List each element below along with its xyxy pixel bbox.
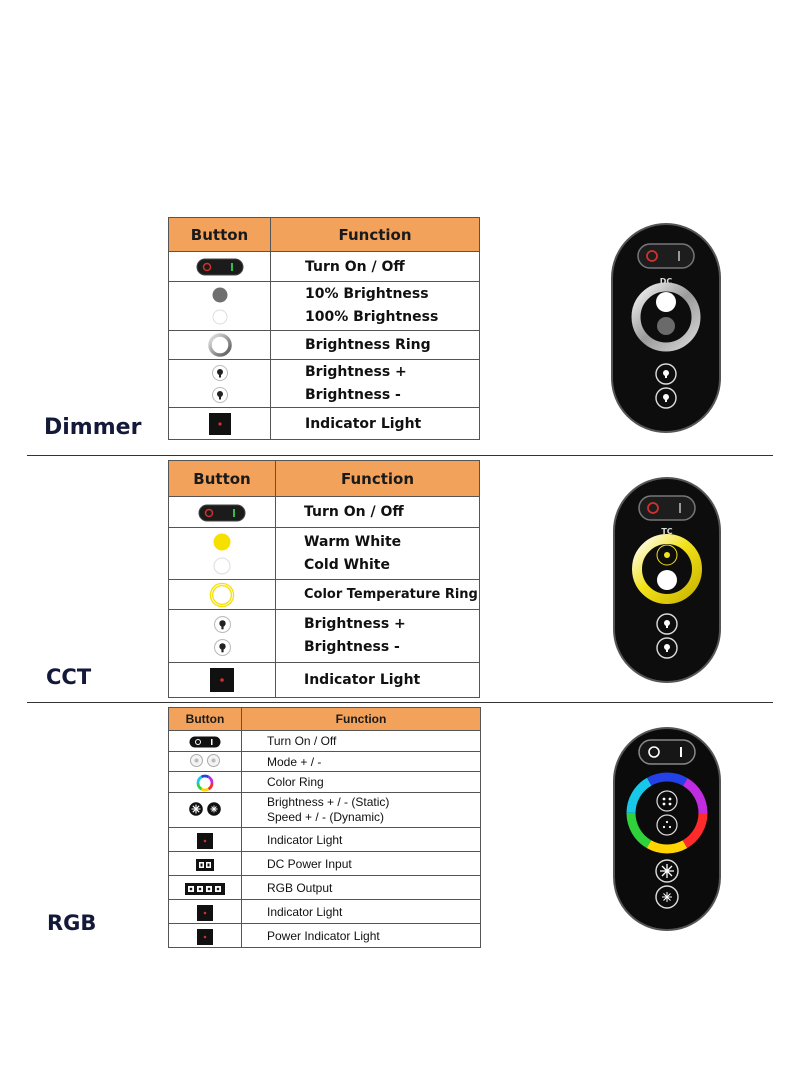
function-cell — [271, 331, 480, 360]
function-label: Power Indicator Light — [267, 928, 380, 943]
function-label: Turn On / Off — [304, 504, 404, 520]
function-label: Indicator Light — [304, 672, 421, 688]
power-switch-icon-cell — [169, 731, 242, 752]
dimmer-remote-image — [610, 222, 722, 434]
section-label-rgb: RGB — [47, 911, 97, 935]
function-label: Brightness + / - (Static) — [267, 795, 390, 809]
bulb-pair-icon-cell — [169, 360, 271, 408]
column-header-button: Button — [169, 708, 242, 731]
brightness-speed-plus-icon — [189, 802, 203, 816]
white-dot-icon — [212, 309, 228, 325]
section-label-cct: CCT — [46, 665, 92, 689]
power-switch-icon-cell — [169, 497, 276, 528]
indicator-light-icon — [197, 905, 213, 921]
color-ring-icon-cell — [169, 772, 242, 793]
indicator-light-icon — [197, 833, 213, 849]
power-switch-icon — [198, 504, 246, 522]
function-cell — [276, 497, 480, 528]
brightness-dot-pair-icon — [169, 287, 270, 325]
function-label: RGB Output — [267, 880, 333, 895]
bulb-pair-icon — [169, 365, 270, 403]
rgb-function-table — [168, 707, 481, 948]
function-cell — [276, 580, 480, 610]
function-label: Color Ring — [267, 775, 324, 789]
function-label: Speed + / - (Dynamic) — [267, 810, 385, 824]
function-cell — [242, 731, 481, 752]
section-divider — [27, 702, 773, 703]
dc-power-input-icon-cell — [169, 852, 242, 876]
column-header-function: Function — [271, 218, 480, 252]
function-label: Brightness + — [304, 616, 406, 632]
cold-white-dot-icon — [213, 557, 231, 575]
brightness-down-bulb-icon — [214, 639, 231, 656]
function-cell — [242, 793, 481, 828]
function-cell — [242, 752, 481, 772]
mode-buttons-icon — [190, 754, 220, 767]
gray-dot-icon — [212, 287, 228, 303]
function-cell — [242, 828, 481, 852]
power-switch-icon-cell — [169, 252, 271, 282]
color-ring-icon — [196, 774, 214, 792]
warm-white-dot-icon — [213, 533, 231, 551]
remote-badge-tc: TC — [661, 527, 673, 536]
power-switch-icon — [189, 736, 221, 748]
function-label: Indicator Light — [305, 415, 422, 432]
function-cell — [242, 852, 481, 876]
function-label: 10% Brightness — [305, 286, 429, 302]
function-label: Indicator Light — [267, 832, 343, 847]
dc-power-input-icon — [196, 859, 214, 871]
white-dot-pair-icon-cell — [169, 528, 276, 580]
function-cell — [242, 772, 481, 793]
function-cell — [242, 924, 481, 948]
function-label: Brightness Ring — [305, 337, 431, 353]
white-dot-pair-icon — [169, 533, 275, 575]
power-switch-icon — [196, 258, 244, 276]
section-divider — [27, 455, 773, 456]
dimmer-function-table — [168, 217, 480, 440]
brightness-ring-icon-cell — [169, 331, 271, 360]
color-temperature-ring-icon — [208, 581, 236, 609]
function-label: Mode + / - — [267, 754, 322, 769]
indicator-light-icon-cell — [169, 408, 271, 440]
indicator-light-icon-cell — [169, 663, 276, 698]
brightness-up-bulb-icon — [212, 365, 228, 381]
function-cell — [242, 876, 481, 900]
function-label: Color Temperature Ring — [304, 587, 478, 602]
function-cell — [271, 252, 480, 282]
mode-minus-icon — [207, 754, 220, 767]
function-cell — [271, 282, 480, 331]
brightness-down-bulb-icon — [212, 387, 228, 403]
rgb-output-icon-cell — [169, 876, 242, 900]
function-label: DC Power Input — [267, 856, 352, 871]
rgb-output-icon — [185, 883, 225, 895]
power-indicator-light-icon-cell — [169, 924, 242, 948]
brightness-dot-pair-icon-cell — [169, 282, 271, 331]
column-header-function: Function — [242, 708, 481, 731]
function-label: Brightness + — [305, 363, 407, 380]
function-label: Cold White — [304, 556, 390, 573]
function-label: Indicator Light — [267, 904, 343, 919]
bulb-pair-icon-cell — [169, 610, 276, 663]
indicator-light-icon — [209, 413, 231, 435]
star-buttons-icon-cell — [169, 793, 242, 828]
column-header-button: Button — [169, 461, 276, 497]
function-label: Brightness - — [305, 386, 401, 403]
star-buttons-icon — [189, 802, 221, 816]
cct-remote-image — [612, 476, 722, 684]
mode-plus-icon — [190, 754, 203, 767]
function-cell — [276, 528, 480, 580]
function-cell — [271, 408, 480, 440]
mode-buttons-icon-cell — [169, 752, 242, 772]
function-label: Turn On / Off — [305, 258, 405, 275]
power-indicator-light-icon — [197, 929, 213, 945]
cct-function-table — [168, 460, 480, 698]
color-temperature-ring-icon-cell — [169, 580, 276, 610]
indicator-light-icon — [210, 668, 234, 692]
function-cell — [271, 360, 480, 408]
indicator-light-icon-cell — [169, 828, 242, 852]
brightness-ring-icon — [207, 332, 233, 358]
function-label: Warm White — [304, 533, 402, 550]
brightness-up-bulb-icon — [214, 616, 231, 633]
function-label: Turn On / Off — [267, 734, 337, 748]
function-cell — [276, 663, 480, 698]
function-label: 100% Brightness — [305, 309, 439, 325]
remote-badge-dc: DC — [659, 277, 673, 286]
indicator-light-icon-cell — [169, 900, 242, 924]
function-cell — [242, 900, 481, 924]
function-cell — [276, 610, 480, 663]
rgb-remote-image — [612, 726, 722, 932]
brightness-speed-minus-icon — [207, 802, 221, 816]
section-label-dimmer: Dimmer — [44, 415, 142, 440]
column-header-button: Button — [169, 218, 271, 252]
function-label: Brightness - — [304, 639, 400, 655]
column-header-function: Function — [276, 461, 480, 497]
bulb-pair-icon — [169, 616, 275, 656]
